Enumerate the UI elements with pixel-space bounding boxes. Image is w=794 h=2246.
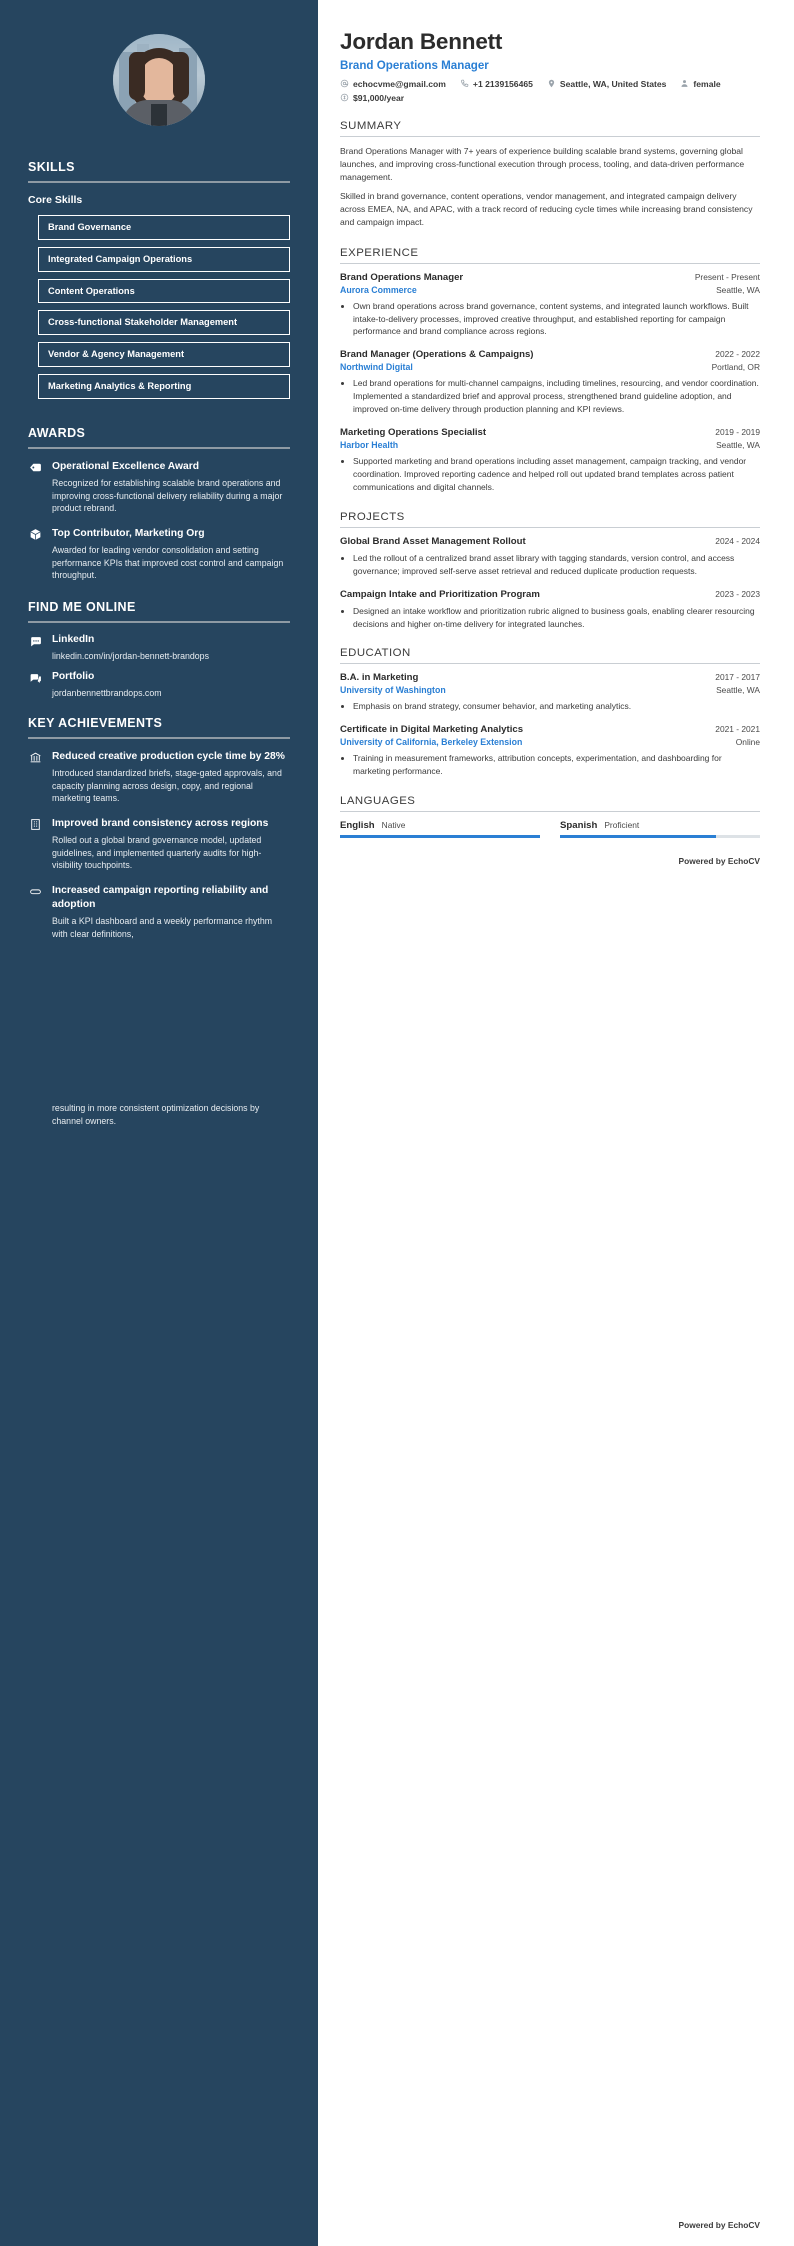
language-progress-track <box>560 835 760 838</box>
education-date: 2021 - 2021 <box>715 724 760 735</box>
building-icon <box>28 817 43 872</box>
bullet: • Own brand operations across brand governance, content systems, and integrated launch workflows. Built intake-to-delivery processes, improved creative throughput, and established reporting for campaign performance and brand compliance across regions. <box>353 300 760 339</box>
project-entry <box>340 589 760 631</box>
education-bullets <box>353 752 760 778</box>
experience-entry <box>340 427 760 494</box>
award-title: Top Contributor, Marketing Org <box>52 528 205 540</box>
education-heading: EDUCATION <box>340 647 411 660</box>
skill-chip: Cross-functional Stakeholder Management <box>38 310 290 335</box>
achievement-title: Increased campaign reporting reliability and adoption <box>52 885 269 910</box>
location-icon <box>547 79 556 88</box>
contact-email-value: echocvme@gmail.com <box>353 78 446 89</box>
bullet: • Designed an intake workflow and prioritization rubric aligned to business goals, enabling clearer resourcing decisions and higher on-time delivery for integrated launches. <box>353 605 760 631</box>
skills-divider <box>28 181 290 183</box>
skill-chip-list <box>28 215 290 406</box>
education-org[interactable]: University of California, Berkeley Extension <box>340 737 523 748</box>
find-me-online-heading: FIND ME ONLINE <box>28 600 136 615</box>
email-icon <box>340 79 349 88</box>
experience-title: Brand Operations Manager <box>340 271 464 283</box>
project-title: Global Brand Asset Management Rollout <box>340 535 526 547</box>
languages-heading: LANGUAGES <box>340 795 416 808</box>
bullet: • Supported marketing and brand operations including asset management, campaign tracking, and vendor coordination. Improved reporting cadence and helped roll out updated brand templates across patient communications and digital channels. <box>353 455 760 494</box>
experience-date: 2019 - 2019 <box>715 427 760 438</box>
achievement-item <box>28 750 290 805</box>
award-desc: Awarded for leading vendor consolidation and setting performance KPIs that improved cost control and campaign throughput. <box>52 544 284 581</box>
contact-phone[interactable] <box>460 79 533 89</box>
chat-bubbles-icon <box>28 671 43 685</box>
bullet: • Led brand operations for multi-channel campaigns, including timelines, resourcing, and vendor coordination. Implemented a standardized brief and approval process, strengthened brand guideline adoption, and improved on-time delivery through production planning and KPI reviews. <box>353 377 760 416</box>
summary-paragraph: Skilled in brand governance, content operations, vendor management, and integrated campaign delivery across EMEA, NA, and APAC, with a track record of reducing cycle times while increasing brand consistency and campaign impact. <box>340 190 753 228</box>
education-bullets <box>353 700 760 713</box>
tag-icon <box>28 460 43 515</box>
language-list <box>340 820 760 838</box>
summary-divider <box>340 136 760 137</box>
award-item <box>28 527 290 582</box>
award-desc: Recognized for establishing scalable brand operations and improving cross-functional delivery reliability during a major product rebrand. <box>52 477 283 514</box>
experience-location: Seattle, WA <box>716 440 760 451</box>
contact-salary-value: $91,000/year <box>353 92 405 103</box>
achievement-desc: Rolled out a global brand governance model, updated guidelines, and implemented quarterly audits for high-visibility touchpoints. <box>52 834 262 871</box>
achievement-title: Reduced creative production cycle time by 28% <box>52 751 285 763</box>
experience-bullets <box>353 300 760 339</box>
skill-chip: Brand Governance <box>38 215 290 240</box>
project-date: 2024 - 2024 <box>715 535 760 546</box>
main-content <box>318 0 794 2246</box>
contact-list <box>340 79 760 103</box>
powered-by-label-bottom: Powered by EchoCV <box>678 2220 760 2230</box>
experience-org[interactable]: Harbor Health <box>340 440 399 451</box>
achievement-item <box>28 884 290 940</box>
education-title: B.A. in Marketing <box>340 672 419 684</box>
avatar-wrapper <box>28 34 290 126</box>
education-section <box>340 647 760 778</box>
experience-divider <box>340 263 760 264</box>
award-title: Operational Excellence Award <box>52 460 200 472</box>
education-location: Seattle, WA <box>716 685 760 696</box>
achievement-desc: Introduced standardized briefs, stage-gated approvals, and capacity planning across design, copy, and regional marketing teams. <box>52 767 282 804</box>
project-entry <box>340 536 760 578</box>
sidebar <box>0 0 318 2246</box>
experience-entry <box>340 349 760 416</box>
experience-title: Marketing Operations Specialist <box>340 427 487 439</box>
education-entry <box>340 724 760 778</box>
experience-org[interactable]: Northwind Digital <box>340 362 413 373</box>
salary-icon <box>340 93 349 102</box>
bullet: • Training in measurement frameworks, attribution concepts, experimentation, and dashboarding for marketing performance. <box>353 752 760 778</box>
find-me-online-section <box>28 600 290 698</box>
projects-divider <box>340 527 760 528</box>
language-item <box>560 820 760 838</box>
language-progress-track <box>340 835 540 838</box>
skill-chip: Vendor & Agency Management <box>38 342 290 367</box>
header-block <box>340 30 760 103</box>
awards-heading: AWARDS <box>28 425 86 440</box>
online-link-portfolio[interactable] <box>28 671 290 685</box>
award-item <box>28 460 290 515</box>
skills-section <box>28 160 290 406</box>
pill-icon <box>28 884 43 940</box>
experience-location: Seattle, WA <box>716 284 760 295</box>
online-link-url[interactable]: linkedin.com/in/jordan-bennett-brandops <box>52 651 209 662</box>
language-progress-fill <box>340 835 540 838</box>
person-icon <box>680 79 689 88</box>
skill-chip: Content Operations <box>38 279 290 304</box>
languages-section <box>340 795 760 838</box>
experience-date: Present - Present <box>694 271 760 282</box>
summary-heading: SUMMARY <box>340 119 402 132</box>
languages-divider <box>340 811 760 812</box>
project-bullets <box>353 605 760 631</box>
experience-bullets <box>353 455 760 494</box>
key-achievements-section <box>28 716 290 1128</box>
bullet: • Emphasis on brand strategy, consumer behavior, and marketing analytics. <box>353 700 760 713</box>
skill-chip: Marketing Analytics & Reporting <box>38 374 290 399</box>
education-title: Certificate in Digital Marketing Analytics <box>340 724 524 736</box>
online-link-label: Portfolio <box>52 671 95 683</box>
contact-email[interactable] <box>340 79 446 89</box>
find-me-online-divider <box>28 621 290 623</box>
project-title: Campaign Intake and Prioritization Program <box>340 588 540 600</box>
experience-entry <box>340 272 760 339</box>
achievement-desc: Built a KPI dashboard and a weekly performance rhythm with clear definitions, <box>52 915 273 939</box>
phone-icon <box>460 79 469 88</box>
online-link-linkedin[interactable] <box>28 634 290 648</box>
bank-icon <box>28 750 43 805</box>
experience-heading: EXPERIENCE <box>340 246 419 259</box>
key-achievements-heading: KEY ACHIEVEMENTS <box>28 716 163 731</box>
online-link-label: LinkedIn <box>52 634 95 646</box>
project-date: 2023 - 2023 <box>715 588 760 599</box>
contact-location-value: Seattle, WA, United States <box>559 78 667 89</box>
experience-org[interactable]: Aurora Commerce <box>340 284 417 295</box>
online-link-url[interactable]: jordanbennettbrandops.com <box>52 688 162 699</box>
skills-heading: SKILLS <box>28 160 75 174</box>
page-title: Jordan Bennett <box>340 29 503 54</box>
education-org[interactable]: University of Washington <box>340 685 446 696</box>
skill-chip: Integrated Campaign Operations <box>38 247 290 272</box>
language-item <box>340 820 540 838</box>
powered-by-label: Powered by EchoCV <box>678 856 760 867</box>
achievement-title: Improved brand consistency across regions <box>52 818 269 830</box>
education-date: 2017 - 2017 <box>715 672 760 683</box>
experience-location: Portland, OR <box>711 362 760 373</box>
education-divider <box>340 663 760 664</box>
contact-gender <box>680 79 720 89</box>
experience-bullets <box>353 377 760 416</box>
language-name: Spanish <box>560 820 598 832</box>
awards-section <box>28 426 290 582</box>
projects-section <box>340 511 760 631</box>
achievement-item <box>28 817 290 872</box>
contact-gender-value: female <box>693 78 721 89</box>
summary-paragraph: Brand Operations Manager with 7+ years of experience building scalable brand systems, governing global launches, and improving cross-functional execution through process, tooling, and data-driven performance management. <box>340 145 745 183</box>
core-skills-subheading: Core Skills <box>28 194 83 206</box>
contact-salary <box>340 93 404 103</box>
experience-date: 2022 - 2022 <box>715 349 760 360</box>
bullet: • Led the rollout of a centralized brand asset library with tagging standards, version control, and access governance; improved self-serve asset retrieval and reduced duplicate production requests. <box>353 552 760 578</box>
job-title: Brand Operations Manager <box>340 58 489 72</box>
experience-section <box>340 247 760 494</box>
education-location: Online <box>735 737 760 748</box>
contact-location <box>547 79 667 89</box>
language-level: Proficient <box>604 820 640 831</box>
projects-heading: PROJECTS <box>340 510 405 523</box>
education-entry <box>340 672 760 713</box>
contact-phone-value: +1 2139156465 <box>472 78 533 89</box>
chat-bubble-icon <box>28 634 43 648</box>
language-level: Native <box>381 820 406 831</box>
language-name: English <box>340 820 375 832</box>
cube-icon <box>28 527 43 582</box>
achievement-continued-text: resulting in more consistent optimization decisions by channel owners. <box>52 1103 260 1126</box>
awards-divider <box>28 447 290 449</box>
language-progress-fill <box>560 835 716 838</box>
key-achievements-divider <box>28 737 290 739</box>
summary-section <box>340 120 760 230</box>
project-bullets <box>353 552 760 578</box>
experience-title: Brand Manager (Operations & Campaigns) <box>340 349 534 361</box>
avatar <box>113 34 205 126</box>
